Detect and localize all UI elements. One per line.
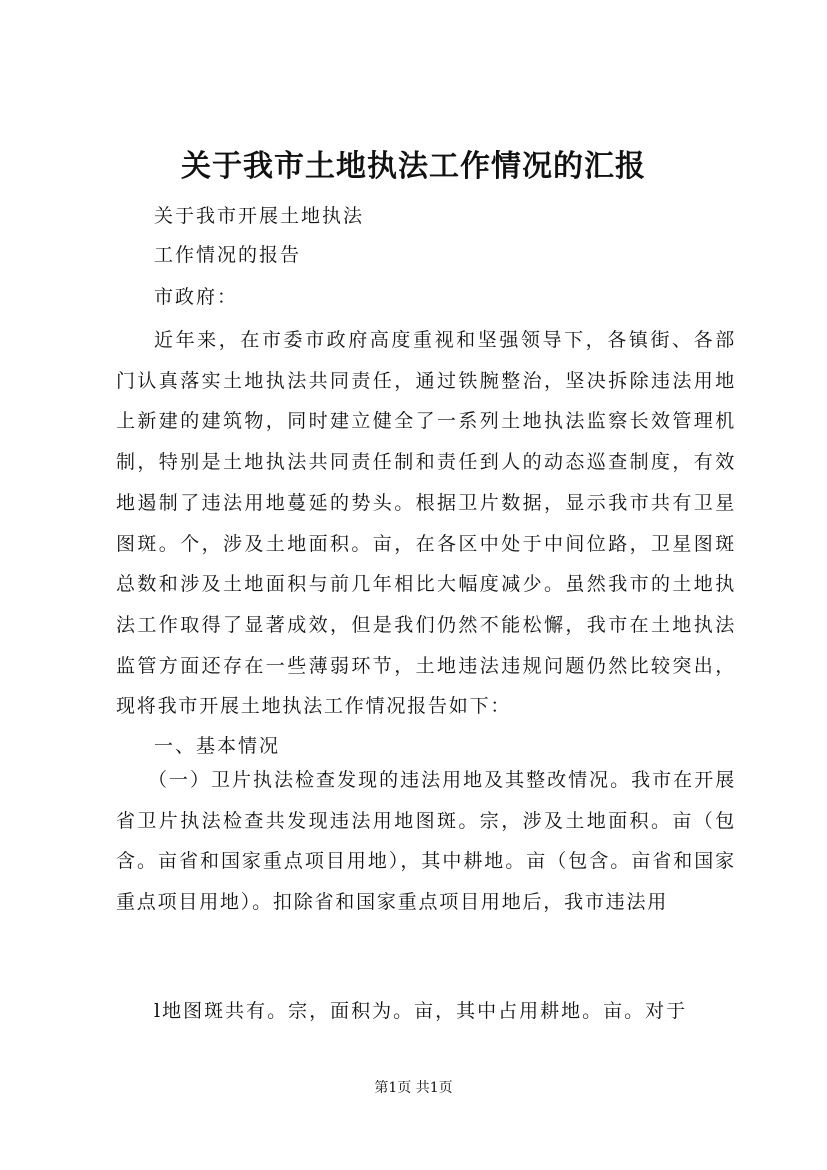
section-heading: 一、基本情况 bbox=[154, 735, 281, 757]
paragraph-continuation: l地图斑共有。宗，面积为。亩，其中占用耕地。亩。对于 bbox=[154, 1000, 688, 1022]
recipient-line: 市政府： bbox=[154, 286, 239, 308]
subtitle-line-1: 关于我市开展土地执法 bbox=[154, 205, 365, 227]
paragraph-intro: 近年来，在市委市政府高度重视和坚强领导下，各镇街、各部门认真落实土地执法共同责任，通过铁腕整治，坚决拆除违法用地上新建的建筑物，同时建立健全了一系列土地执法监察长效管理机制，特别是土地执法共同责任制和责任到人的动态巡查制度，有效地遏制了违法用地蔓延的势头。根据卫片数据，显示我市共有卫星图斑。个，涉及土地面积。亩，在各区中处于中间位路，卫星图斑总数和涉及土地面积与前几年相比大幅度减少。虽然我市的土地执法工作取得了显著成效，但是我们仍然不能松懈，我市在土地执法监管方面还存在一些薄弱环节，土地违法违规问题仍然比较突出，现将我市开展土地执法工作情况报告如下： bbox=[116, 329, 736, 718]
page-number-footer: 第1页 共1页 bbox=[374, 1080, 453, 1096]
paragraph-satellite-inspection: （一）卫片执法检查发现的违法用地及其整改情况。我市在开展省卫片执法检查共发现违法用地图斑。宗，涉及土地面积。亩（包含。亩省和国家重点项目用地），其中耕地。亩（包含。亩省和国家重点项目用地）。扣除省和国家重点项目用地后，我市违法用 bbox=[116, 769, 736, 914]
document-title: 关于我市土地执法工作情况的汇报 bbox=[181, 149, 646, 184]
subtitle-line-2: 工作情况的报告 bbox=[154, 244, 302, 266]
